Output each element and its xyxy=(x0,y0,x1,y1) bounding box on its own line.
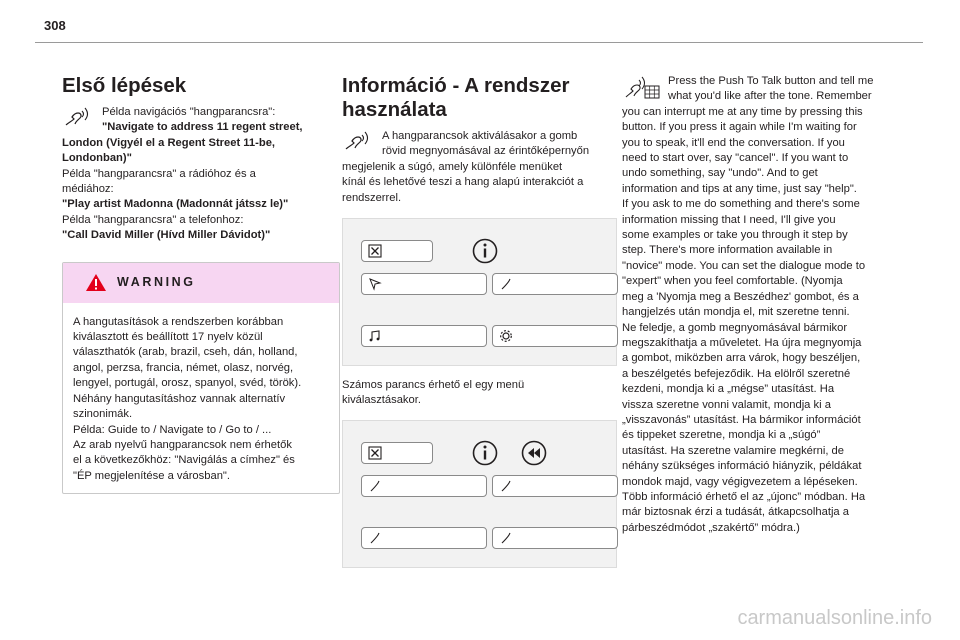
text-line: you to speak, it'll end the conversation. If you xyxy=(622,136,845,149)
voice-command-icon xyxy=(62,105,96,127)
text-line: Példa "hangparancsra" a telefonhoz: xyxy=(62,213,244,226)
text-line: kínál és lehetővé teszi a hang alapú interakciót a xyxy=(342,176,584,189)
column-information xyxy=(342,74,623,568)
text-line: undo something, say "undo". And to get xyxy=(622,167,818,180)
text-line: a gombot, miközben arra várok, hogy beszéljen, xyxy=(622,352,861,365)
phone-icon xyxy=(368,531,382,545)
information-intro xyxy=(342,129,623,206)
text-line: rendszerrel. xyxy=(342,191,402,204)
rewind-icon[interactable] xyxy=(521,440,547,466)
section-heading-information: Információ - A rendszer használata xyxy=(342,74,570,121)
warning-title: WARNING xyxy=(117,274,196,289)
text-line: "ÉP megjelenítése a városban". xyxy=(73,469,230,482)
menu-button-settings[interactable] xyxy=(492,325,618,347)
text-line: A hangparancsok aktiválásakor a gomb xyxy=(382,130,578,142)
text-line: Press the Push To Talk button and tell me xyxy=(668,75,874,87)
menu-button-close[interactable] xyxy=(361,240,433,262)
text-line: "Play artist Madonna (Madonnát játssz le)" xyxy=(62,198,289,211)
text-line: Ne feledje, a gomb megnyomásával bármikor xyxy=(622,321,848,334)
text-line: rövid megnyomásával az érintőképernyőn xyxy=(382,145,590,158)
example-commands xyxy=(62,105,340,244)
voice-help-screen-main xyxy=(342,218,617,366)
text-line: mondok majd, vagy végigvezetem a lépéseken. xyxy=(622,475,858,488)
text-line: what you'd like after the tone. Remember xyxy=(668,90,872,103)
voice-help-screen-sub xyxy=(342,420,617,568)
warning-triangle-icon xyxy=(85,273,107,292)
menu-button-phone[interactable] xyxy=(492,273,618,295)
help-transcript-text xyxy=(622,74,904,536)
text-line: "Call David Miller (Hívd Miller Dávidot)" xyxy=(62,229,271,242)
text-line: you can interrupt me at any time by pressing this xyxy=(622,105,863,118)
top-rule xyxy=(35,42,923,43)
menu-button-option-2[interactable] xyxy=(492,475,618,497)
text-line: már biztosnak érzi a tudását, átkapcsolhatja a xyxy=(622,506,849,519)
text-line: megjelenik a súgó, amely különféle menüket xyxy=(342,160,563,173)
text-line: utasítást. Ha szeretne valamire megkérni, de xyxy=(622,444,844,457)
text-line: Az arab nyelvű hangparancsok nem érhetők xyxy=(73,438,292,451)
phone-icon xyxy=(499,277,513,291)
info-icon[interactable] xyxy=(472,238,498,264)
watermark: carmanualsonline.info xyxy=(737,607,932,629)
text-line: Példa: Guide to / Navigate to / Go to / ... xyxy=(73,423,272,436)
warning-box xyxy=(62,262,340,494)
text-line: need to start over, say "cancel". If you want to xyxy=(622,152,849,165)
text-line: párbeszédmódot „szakértő” módra.) xyxy=(622,521,800,534)
phone-icon xyxy=(499,479,513,493)
menu-button-navigation[interactable] xyxy=(361,273,487,295)
text-line: angol, perzsa, francia, német, olasz, norvég, xyxy=(73,361,294,374)
text-line: Több információ érhető el az „újonc” módban. Ha xyxy=(622,490,866,503)
text-line: Számos parancs érhető el egy menü xyxy=(342,379,525,392)
page-number: 308 xyxy=(44,18,66,33)
text-line: Példa "hangparancsra" a rádióhoz és a xyxy=(62,167,256,180)
text-line: választhatók (arab, brazil, cseh, dán, holland, xyxy=(73,346,298,359)
text-line: London (Vigyél el a Regent Street 11-be, xyxy=(62,136,276,149)
text-line: néhány szükséges információ hiányzik, példákat xyxy=(622,460,862,473)
text-line: "novice" mode. You can set the dialogue mode to xyxy=(622,259,866,272)
text-line: Példa navigációs "hangparancsra": xyxy=(102,106,276,118)
text-line: Londonban)" xyxy=(62,152,132,165)
phone-icon xyxy=(368,479,382,493)
close-x-icon xyxy=(368,446,382,460)
text-line: Néhány hangutasításhoz vannak alternatív xyxy=(73,392,286,405)
screen-caption xyxy=(342,378,623,409)
column-first-steps xyxy=(62,74,340,494)
text-line: step. There's more information available in xyxy=(622,244,833,257)
menu-button-music[interactable] xyxy=(361,325,487,347)
music-icon xyxy=(368,329,382,343)
text-line: information and tips at any time, just say "help". xyxy=(622,182,857,195)
text-line: kiválasztott és beállított 17 nyelv közül xyxy=(73,331,263,344)
text-line: megszakíthatja a műveletet. Ha újra megnyomja xyxy=(622,336,862,349)
menu-button-option-4[interactable] xyxy=(492,527,618,549)
text-line: kiválasztásakor. xyxy=(342,394,421,407)
navigation-icon xyxy=(368,277,382,291)
text-line: button. If you press it again while I'm waiting for xyxy=(622,121,857,134)
text-line: "Navigate to address 11 regent street, xyxy=(102,121,303,134)
text-line: lengyel, portugál, orosz, spanyol, svéd, török). xyxy=(73,377,302,390)
text-line: vissza szeretne vonni valamit, mondja ki a xyxy=(622,398,831,411)
text-line: some examples or take you through it step by xyxy=(622,229,848,242)
warning-header xyxy=(63,263,339,303)
text-line: kezdeni, mondja ki a „mégse” utasítást. Ha xyxy=(622,383,835,396)
text-line: information missing that I need, I'll give you xyxy=(622,213,836,226)
text-line: „visszavonás” utasítást. Ha bármikor információt xyxy=(622,413,861,426)
phone-icon xyxy=(499,531,513,545)
text-line: hangjelzés után mondja el, mit szeretne tenni. xyxy=(622,306,850,319)
section-heading-first-steps: Első lépések xyxy=(62,74,187,97)
close-x-icon xyxy=(368,244,382,258)
text-line: If you ask to me do something and there's some xyxy=(622,198,860,211)
text-line: és tippeket szeretne, mondja ki a „súgó” xyxy=(622,429,821,442)
info-icon[interactable] xyxy=(472,440,498,466)
warning-text xyxy=(63,303,339,493)
text-line: médiához: xyxy=(62,183,114,196)
text-line: el a következőkhöz: "Navigálás a címhez" és xyxy=(73,454,295,467)
menu-button-close[interactable] xyxy=(361,442,433,464)
menu-button-option-1[interactable] xyxy=(361,475,487,497)
text-line: a beszélgetés befejeződik. Ha elölről szeretné xyxy=(622,367,851,380)
text-line: szinonimák. xyxy=(73,408,133,421)
text-line: "expert" when you feel comfortable. (Nyomja xyxy=(622,275,843,288)
menu-button-option-3[interactable] xyxy=(361,527,487,549)
column-help-transcript xyxy=(622,74,904,536)
text-line: meg a 'Nyomja meg a Beszédhez' gombot, és a xyxy=(622,290,859,303)
settings-icon xyxy=(499,329,513,343)
text-line: A hangutasítások a rendszerben korábban xyxy=(73,315,284,328)
voice-keypad-icon xyxy=(622,74,662,100)
voice-command-icon xyxy=(342,129,376,151)
